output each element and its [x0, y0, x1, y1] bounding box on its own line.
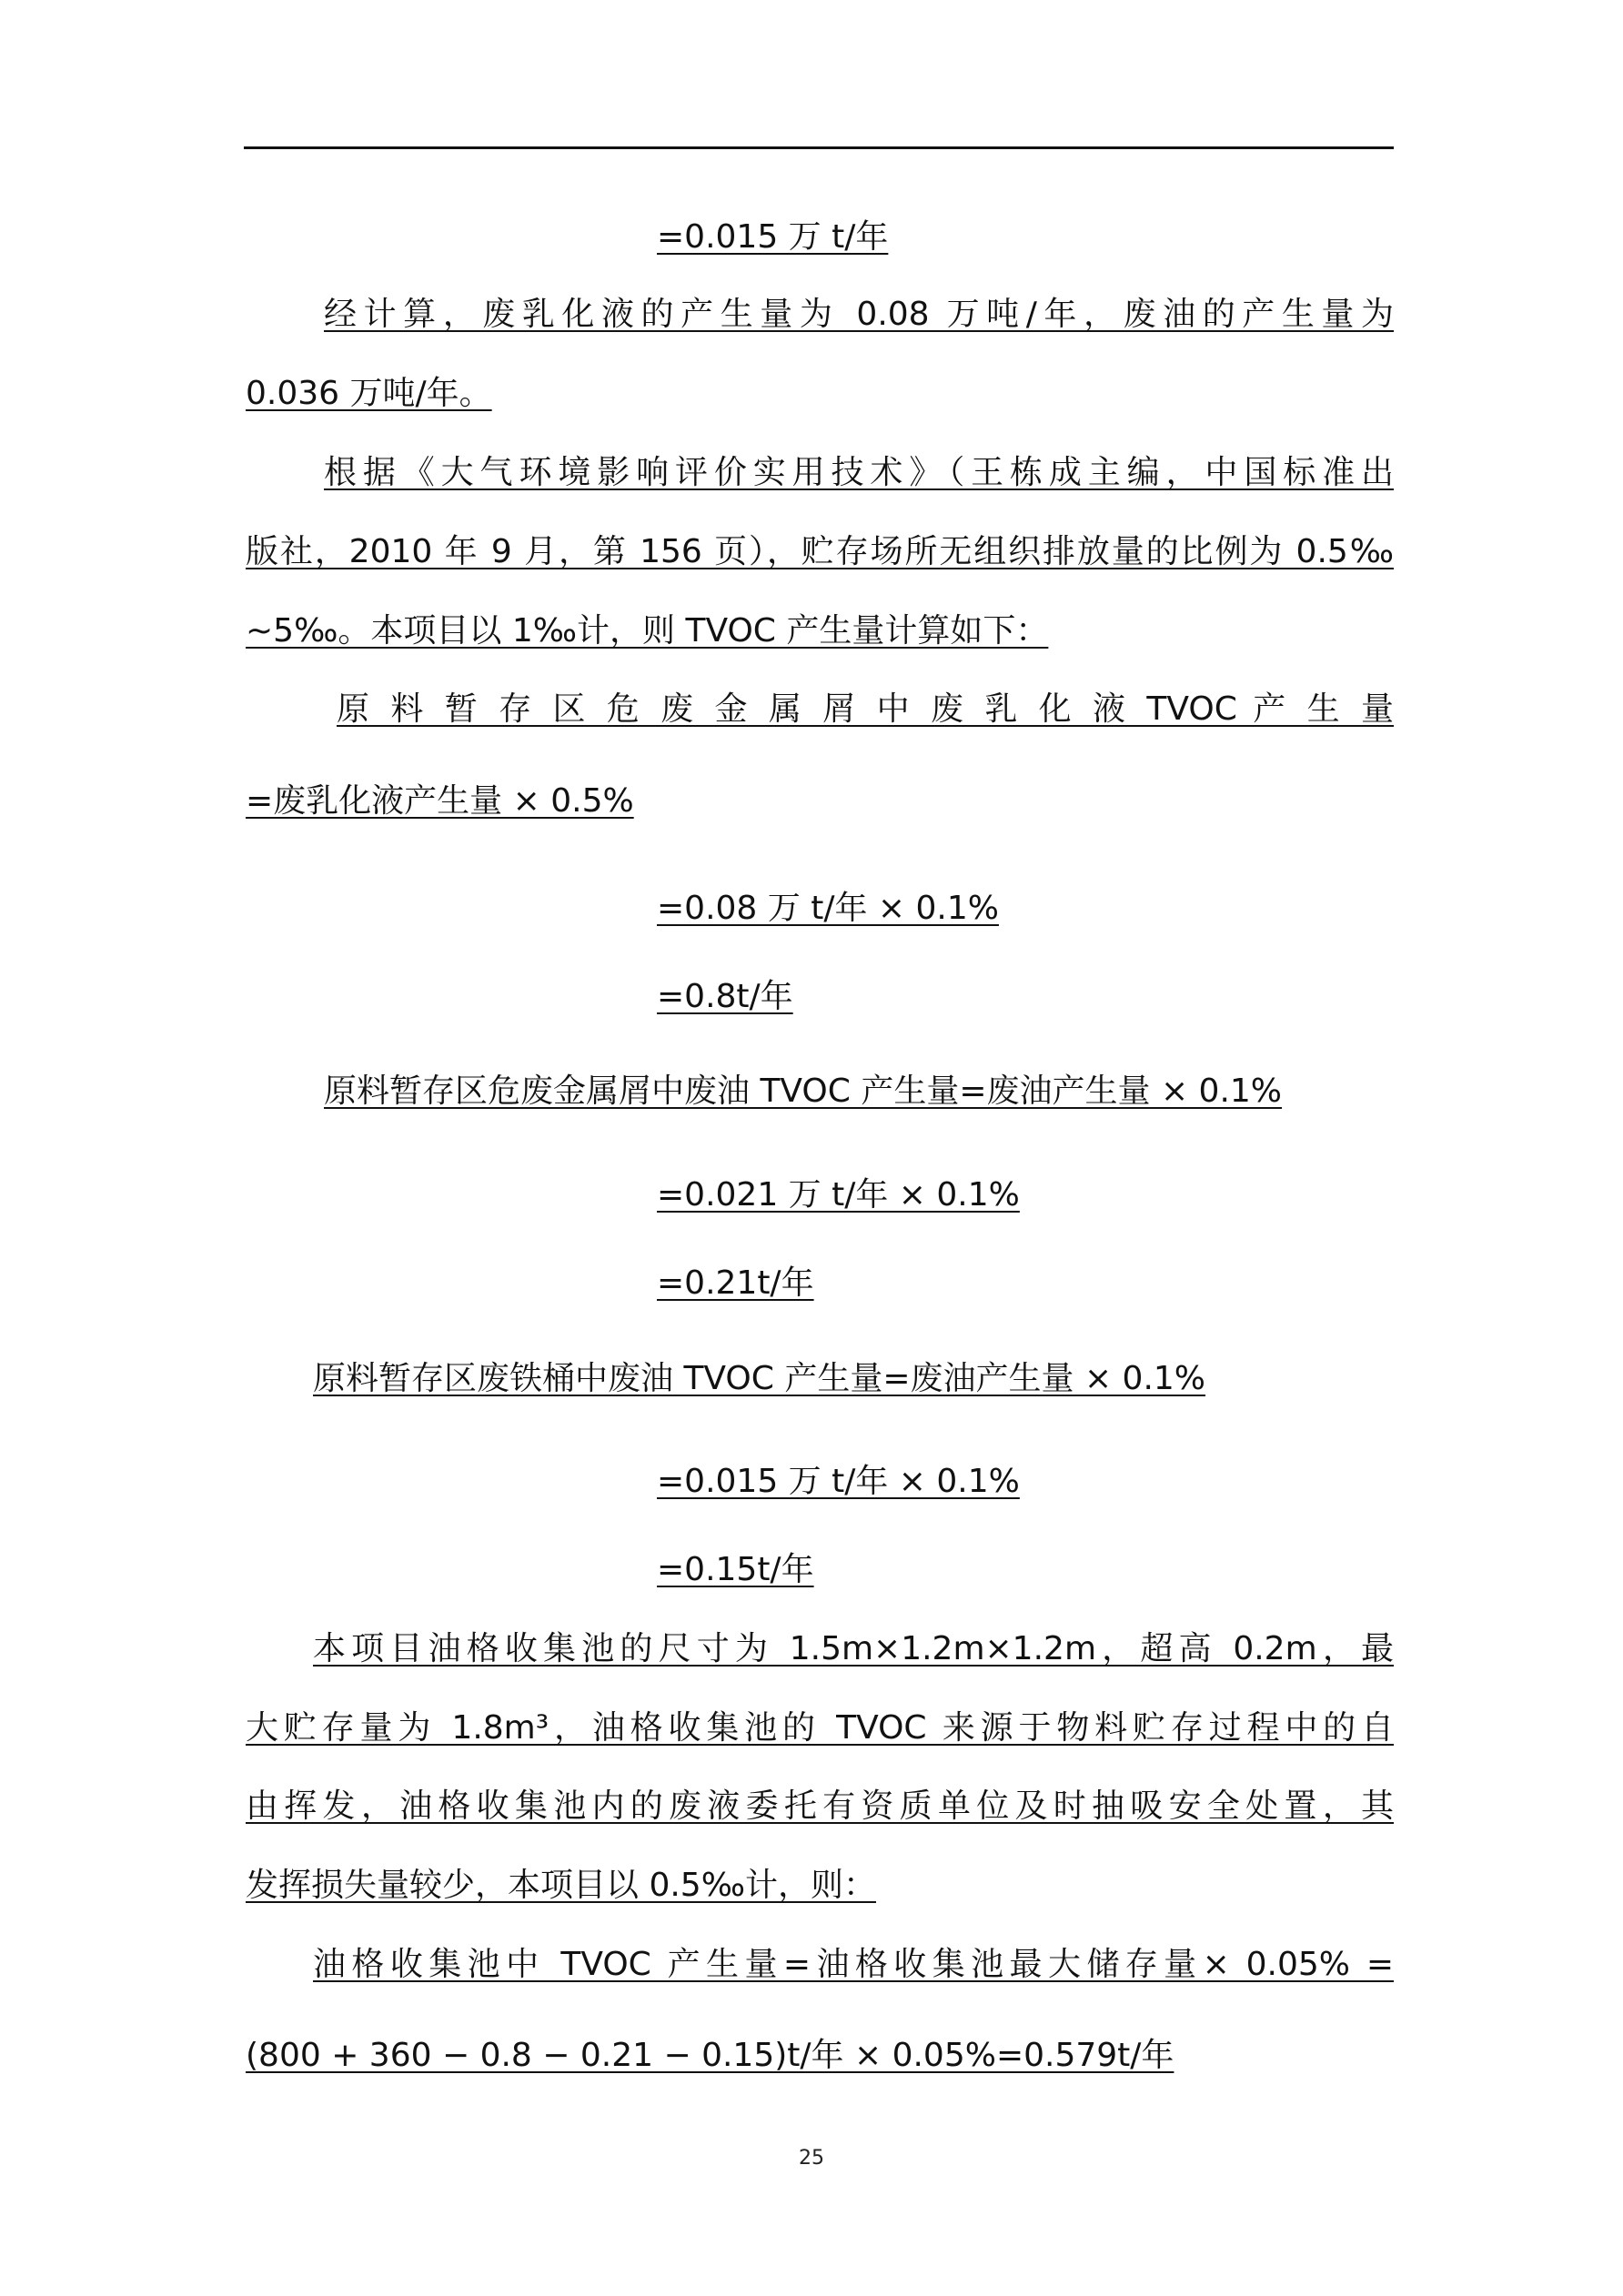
- body-text-line: 本项目油格收集池的尺寸为 1.5m×1.2m×1.2m，超高 0.2m，最: [313, 1630, 1394, 1667]
- formula-line: =0.021 万 t/年 × 0.1%: [657, 1176, 1020, 1213]
- page-number: 25: [799, 2147, 824, 2170]
- formula-heading-line: 原料暂存区废铁桶中废油 TVOC 产生量=废油产生量 × 0.1%: [313, 1360, 1206, 1397]
- body-text-line: 由挥发，油格收集池内的废液委托有资质单位及时抽吸安全处置，其: [246, 1787, 1394, 1825]
- body-text-line: 根据《大气环境影响评价实用技术》（王栋成主编，中国标准出: [324, 454, 1394, 491]
- header-rule: [244, 146, 1394, 149]
- formula-heading-line: 原 料 暂 存 区 危 废 金 属 屑 中 废 乳 化 液 TVOC 产 生 量: [337, 690, 1394, 728]
- body-text-line: 经计算，废乳化液的产生量为 0.08 万吨/年，废油的产生量为: [324, 296, 1394, 333]
- formula-line: =0.015 万 t/年: [657, 218, 889, 256]
- body-text-line: 版社，2010 年 9 月，第 156 页），贮存场所无组织排放量的比例为 0.5‰: [246, 533, 1394, 570]
- formula-heading-line: 油格收集池中 TVOC 产生量=油格收集池最大储存量× 0.05% =: [313, 1946, 1394, 1983]
- body-text-line: 发挥损失量较少，本项目以 0.5‰计，则：: [246, 1867, 877, 1904]
- body-text-line: ~5‰。本项目以 1‰计，则 TVOC 产生量计算如下：: [246, 612, 1049, 650]
- formula-line: =0.015 万 t/年 × 0.1%: [657, 1463, 1020, 1500]
- formula-heading-line: 原料暂存区危废金属屑中废油 TVOC 产生量=废油产生量 × 0.1%: [324, 1072, 1283, 1110]
- body-text-line: 0.036 万吨/年。: [246, 375, 492, 412]
- formula-line: =0.8t/年: [657, 978, 793, 1015]
- formula-line: =0.21t/年: [657, 1264, 814, 1302]
- body-text-line: 大贮存量为 1.8m³，油格收集池的 TVOC 来源于物料贮存过程中的自: [246, 1709, 1394, 1747]
- formula-line: =废乳化液产生量 × 0.5%: [246, 782, 634, 820]
- formula-line: =0.08 万 t/年 × 0.1%: [657, 890, 999, 927]
- formula-line: =0.15t/年: [657, 1551, 814, 1588]
- formula-line: (800 + 360 − 0.8 − 0.21 − 0.15)t/年 × 0.05%=0.579t/年: [246, 2037, 1174, 2074]
